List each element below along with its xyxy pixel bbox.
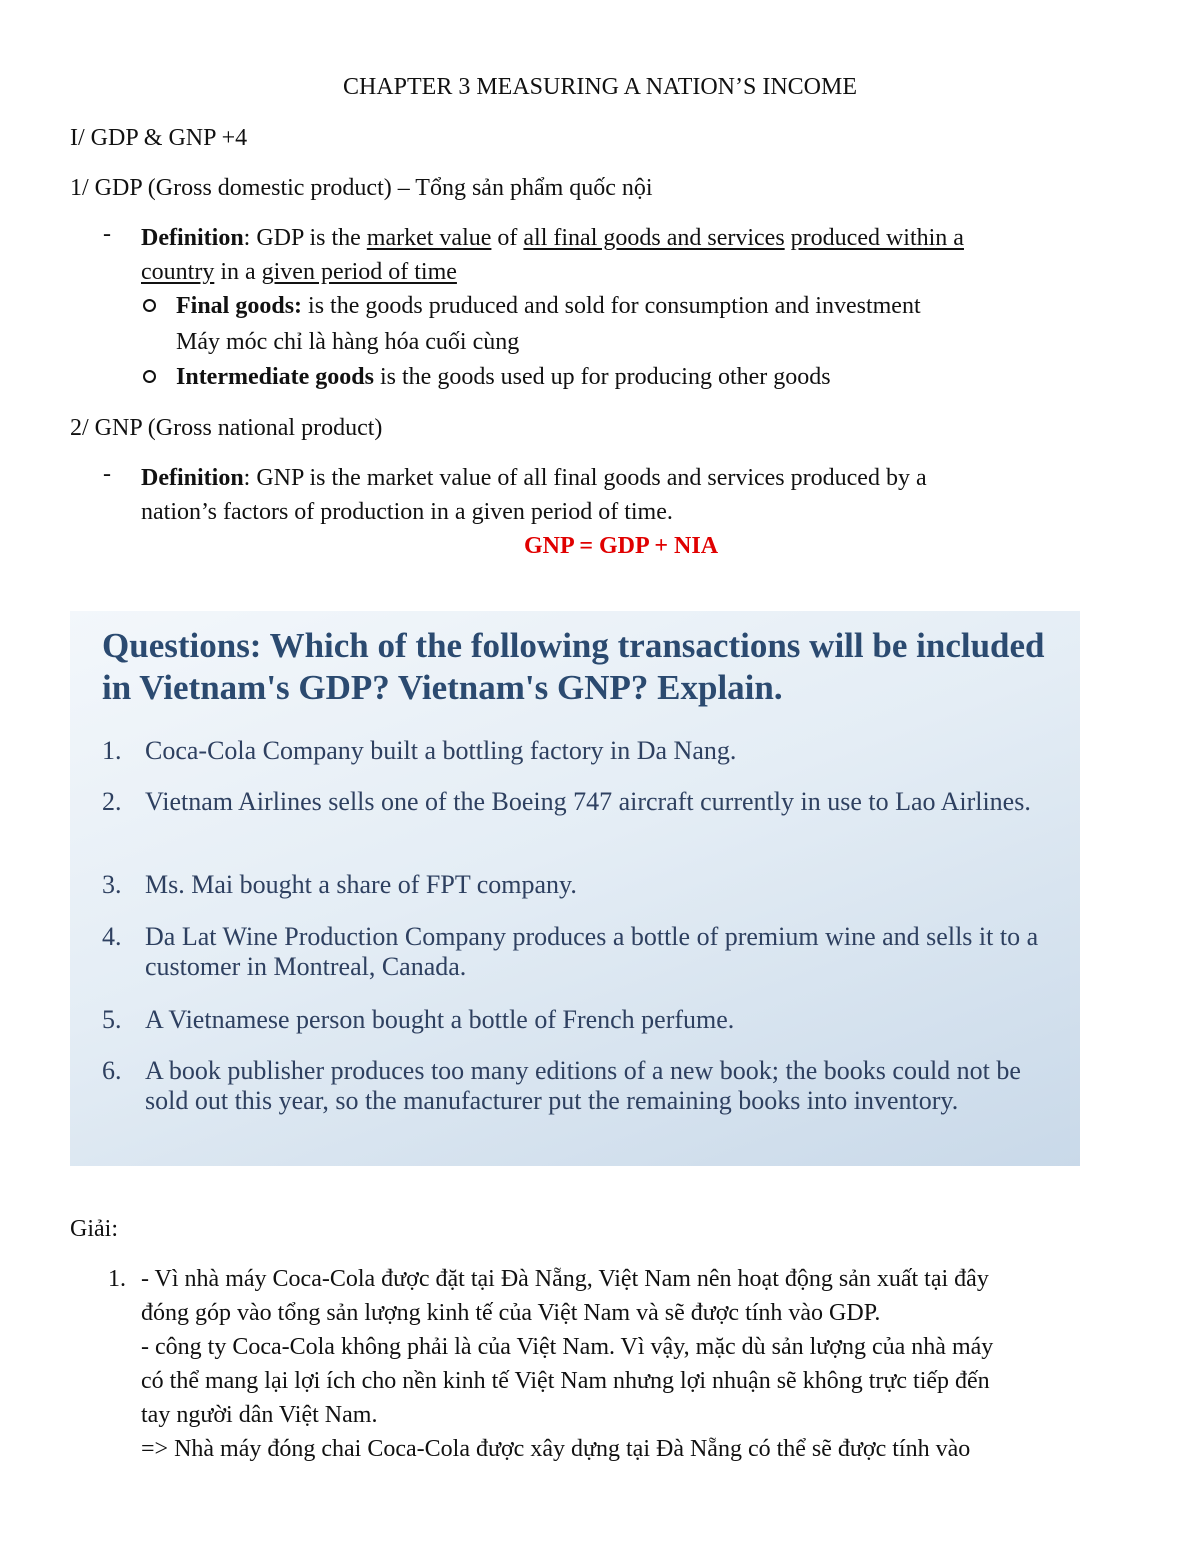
question-text: Da Lat Wine Production Company produces a bottle of premium wine and sells it to a customer in Montreal, Canada. — [145, 922, 1039, 981]
question-number: 5. — [102, 1005, 122, 1034]
dash-bullet: - — [103, 221, 111, 247]
underlined-term: market value — [366, 225, 492, 251]
underlined-term: given period of time — [261, 259, 457, 285]
underlined-term: produced within a — [790, 225, 964, 251]
answer-line: có thể mang lại lợi ích cho nền kinh tế Việt Nam nhưng lợi nhuận sẽ không trực tiếp đến — [141, 1368, 990, 1394]
question-text: Coca-Cola Company built a bottling factory in Da Nang. — [145, 736, 737, 765]
final-goods-label: Final goods: — [176, 293, 303, 319]
gdp-heading: 1/ GDP (Gross domestic product) – Tổng sản phẩm quốc nội — [70, 175, 653, 201]
answer-number: 1. — [108, 1266, 126, 1292]
question-text: A book publisher produces too many editions of a new book; the books could not be sold out this year, so the manufacturer put the remaining books into inventory. — [145, 1056, 1021, 1115]
gnp-definition-line2: nation’s factors of production in a given period of time. — [141, 499, 673, 525]
final-goods-note: Máy móc chỉ là hàng hóa cuối cùng — [176, 329, 520, 355]
gdp-definition-line2 — [141, 255, 457, 289]
question-number: 1. — [102, 736, 122, 765]
answer-line: - công ty Coca-Cola không phải là của Việt Nam. Vì vậy, mặc dù sản lượng của nhà máy — [141, 1334, 994, 1360]
definition-label: Definition — [141, 225, 244, 251]
final-goods-line — [176, 289, 921, 323]
text-run: : GDP is the — [243, 225, 367, 251]
intermediate-goods-label: Intermediate goods — [176, 364, 374, 390]
circle-bullet-icon — [143, 370, 156, 383]
question-text: Vietnam Airlines sells one of the Boeing 747 aircraft currently in use to Lao Airlines. — [145, 787, 1031, 816]
definition-label: Definition — [141, 465, 244, 491]
text-run: is the goods pruduced and sold for consumption and investment — [302, 293, 921, 319]
text-run: of — [491, 225, 524, 251]
question-text: A Vietnamese person bought a bottle of French perfume. — [145, 1005, 735, 1034]
gnp-definition-line1 — [141, 461, 927, 495]
dash-bullet: - — [103, 461, 111, 487]
circle-bullet-icon — [143, 299, 156, 312]
answer-line: - Vì nhà máy Coca-Cola được đặt tại Đà Nẵng, Việt Nam nên hoạt động sản xuất tại đây — [141, 1266, 989, 1292]
questions-slide — [70, 611, 1080, 1166]
page-title: CHAPTER 3 MEASURING A NATION’S INCOME — [342, 74, 858, 100]
question-text: Ms. Mai bought a share of FPT company. — [145, 870, 577, 899]
intermediate-goods-line — [176, 360, 831, 394]
answer-label: Giải: — [70, 1216, 118, 1242]
gdp-definition-line1 — [141, 221, 964, 255]
answer-line: tay người dân Việt Nam. — [141, 1402, 378, 1428]
gnp-formula: GNP = GDP + NIA — [524, 533, 719, 559]
questions-heading: Questions: Which of the following transactions will be included in Vietnam's GDP? Vietnam's GNP? Explain. — [102, 626, 1045, 707]
answer-line: => Nhà máy đóng chai Coca-Cola được xây dựng tại Đà Nẵng có thể sẽ được tính vào — [141, 1436, 971, 1462]
text-run: in a — [214, 259, 262, 285]
question-number: 6. — [102, 1056, 122, 1085]
underlined-term: country — [141, 259, 215, 285]
text-run: : GNP is the market value of all final goods and services produced by a — [243, 465, 927, 491]
question-number: 4. — [102, 922, 122, 951]
text-run: is the goods used up for producing other goods — [373, 364, 831, 390]
section-heading: I/ GDP & GNP +4 — [70, 125, 248, 151]
underlined-term: all final goods and services — [523, 225, 785, 251]
question-number: 2. — [102, 787, 122, 816]
question-number: 3. — [102, 870, 122, 899]
gnp-heading: 2/ GNP (Gross national product) — [70, 415, 383, 441]
answer-line: đóng góp vào tổng sản lượng kinh tế của Việt Nam và sẽ được tính vào GDP. — [141, 1300, 881, 1326]
